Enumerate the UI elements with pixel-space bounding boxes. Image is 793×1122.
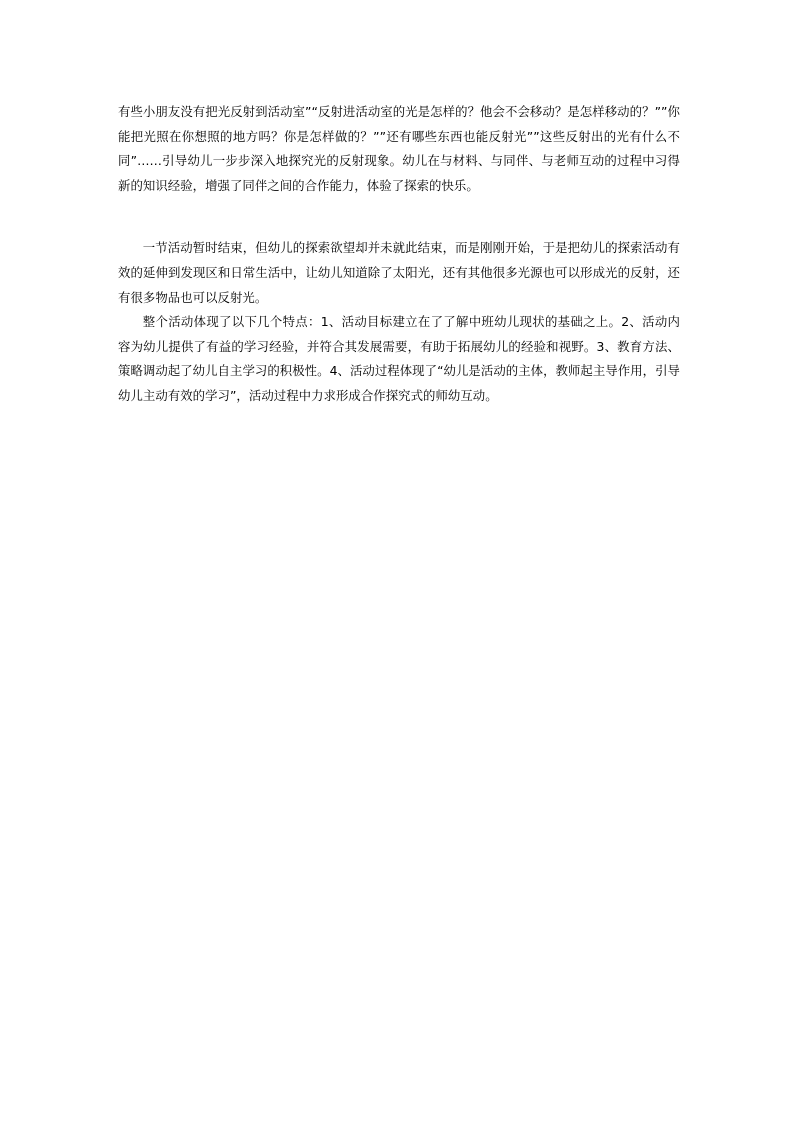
paragraph-activity-extension: 一节活动暂时结束，但幼儿的探索欲望却并未就此结束，而是刚刚开始，于是把幼儿的探索活动有效的延伸到发现区和日常生活中，让幼儿知道除了太阳光，还有其他很多光源也可以形成光的反射，还有很多物品也可以反射光。	[118, 240, 680, 305]
paragraph-activity-features: 整个活动体现了以下几个特点：1、活动目标建立在了了解中班幼儿现状的基础之上。2、活动内容为幼儿提供了有益的学习经验，并符合其发展需要，有助于拓展幼儿的经验和视野。3、教育方法、策略调动起了幼儿自主学习的积极性。4、活动过程体现了“幼儿是活动的主体，教师起主导作用，引导幼儿主动有效的学习”，活动过程中力求形成合作探究式的师幼互动。	[118, 314, 680, 403]
paragraph-reflection-questions: 有些小朋友没有把光反射到活动室”“反射进活动室的光是怎样的？他会不会移动？是怎样移动的？””你能把光照在你想照的地方吗？你是怎样做的？””还有哪些东西也能反射光””这些反射出的光有什么不同”……引导幼儿一步步深入地探究光的反射现象。幼儿在与材料、与同伴、与老师互动的过程中习得新的知识经验，增强了同伴之间的合作能力，体验了探索的快乐。	[118, 104, 680, 193]
paragraph-spacer	[118, 198, 680, 236]
document-body	[118, 100, 680, 409]
